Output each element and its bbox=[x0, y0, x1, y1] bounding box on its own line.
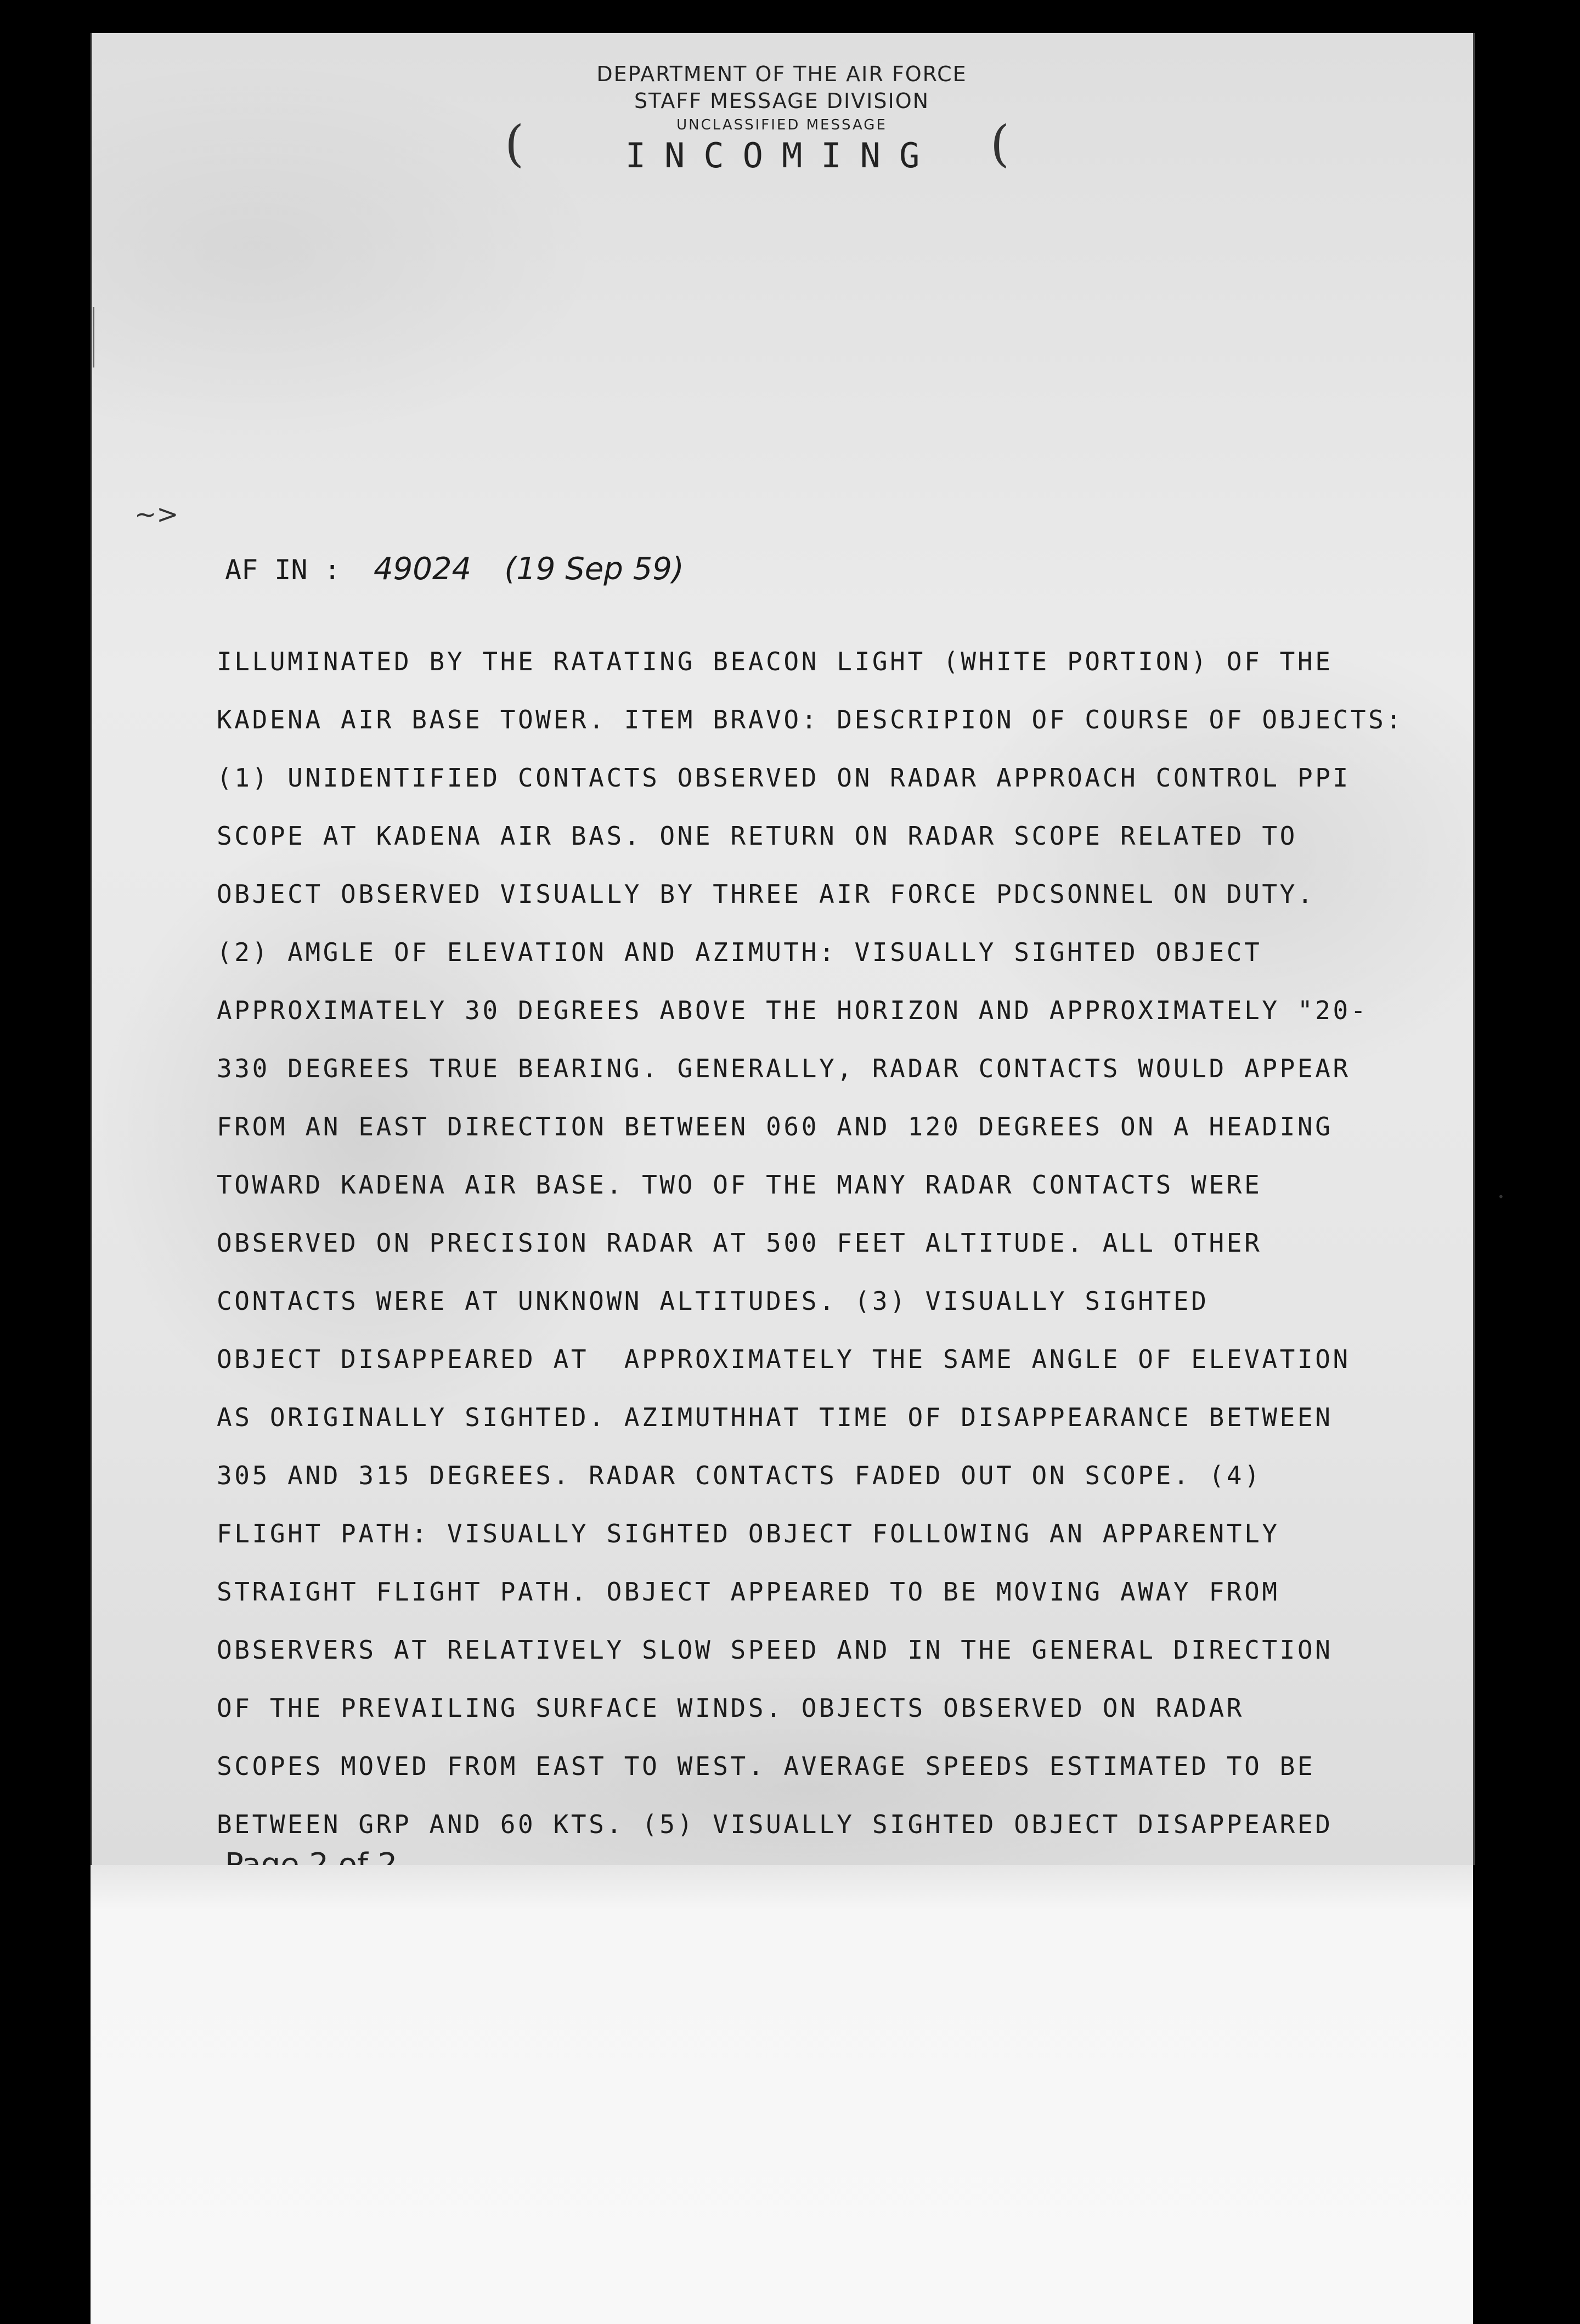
body-line: FROM AN EAST DIRECTION BETWEEN 060 AND 120 DEGREES ON A HEADING bbox=[217, 1112, 1333, 1141]
body-line: ILLUMINATED BY THE RATATING BEACON LIGHT (WHITE PORTION) OF THE bbox=[217, 647, 1333, 676]
body-line: OBSERVED ON PRECISION RADAR AT 500 FEET ALTITUDE. ALL OTHER bbox=[217, 1228, 1262, 1258]
body-line: 305 AND 315 DEGREES. RADAR CONTACTS FADED OUT ON SCOPE. (4) bbox=[217, 1461, 1262, 1490]
af-in-label: AF IN : bbox=[225, 554, 341, 586]
body-line: KADENA AIR BASE TOWER. ITEM BRAVO: DESCRIPION OF COURSE OF OBJECTS: bbox=[217, 705, 1404, 734]
body-line: OBSERVERS AT RELATIVELY SLOW SPEED AND IN THE GENERAL DIRECTION bbox=[217, 1635, 1333, 1665]
body-line: STRAIGHT FLIGHT PATH. OBJECT APPEARED TO BE MOVING AWAY FROM bbox=[217, 1577, 1280, 1607]
margin-dot: • bbox=[1498, 1190, 1504, 1203]
division-line: STAFF MESSAGE DIVISION bbox=[634, 89, 930, 113]
body-line: AS ORIGINALLY SIGHTED. AZIMUTHHAT TIME OF DISAPPEARANCE BETWEEN bbox=[217, 1403, 1333, 1432]
body-line: (2) AMGLE OF ELEVATION AND AZIMUTH: VISUALLY SIGHTED OBJECT bbox=[217, 937, 1262, 967]
page-number bbox=[225, 1846, 397, 1865]
left-margin-rule bbox=[91, 33, 92, 1865]
classification-line: UNCLASSIFIED MESSAGE bbox=[676, 117, 887, 133]
department-line: DEPARTMENT OF THE AIR FORCE bbox=[596, 62, 967, 86]
body-line: SCOPE AT KADENA AIR BAS. ONE RETURN ON RADAR SCOPE RELATED TO bbox=[217, 821, 1297, 851]
header-right-bracket: ( bbox=[990, 115, 1010, 173]
body-line: 330 DEGREES TRUE BEARING. GENERALLY, RADAR CONTACTS WOULD APPEAR bbox=[217, 1054, 1351, 1083]
message-header bbox=[91, 60, 1473, 176]
body-line: OF THE PREVAILING SURFACE WINDS. OBJECTS OBSERVED ON RADAR bbox=[217, 1693, 1245, 1723]
message-reference bbox=[225, 551, 684, 587]
body-line: APPROXIMATELY 30 DEGREES ABOVE THE HORIZON AND APPROXIMATELY "20- bbox=[217, 996, 1369, 1025]
body-line: FLIGHT PATH: VISUALLY SIGHTED OBJECT FOLLOWING AN APPARENTLY bbox=[217, 1519, 1280, 1548]
body-line: OBJECT DISAPPEARED AT APPROXIMATELY THE SAME ANGLE OF ELEVATION bbox=[217, 1344, 1351, 1374]
body-line: (1) UNIDENTIFIED CONTACTS OBSERVED ON RADAR APPROACH CONTROL PPI bbox=[217, 763, 1351, 793]
margin-arrow-mark: ~> bbox=[134, 499, 179, 530]
message-number: 49024 bbox=[373, 551, 472, 587]
body-line: TOWARD KADENA AIR BASE. TWO OF THE MANY RADAR CONTACTS WERE bbox=[217, 1170, 1262, 1200]
body-line: SCOPES MOVED FROM EAST TO WEST. AVERAGE SPEEDS ESTIMATED TO BE bbox=[217, 1751, 1316, 1781]
body-line: OBJECT OBSERVED VISUALLY BY THREE AIR FORCE PDCSONNEL ON DUTY. bbox=[217, 879, 1316, 909]
scanned-message-page bbox=[91, 33, 1504, 1865]
blank-lower-area bbox=[91, 1865, 1473, 2324]
header-left-bracket: ( bbox=[505, 115, 524, 173]
direction-line: INCOMING bbox=[625, 135, 939, 176]
scanned-sheet bbox=[91, 33, 1504, 2324]
message-date: (19 Sep 59) bbox=[504, 551, 684, 587]
body-line: BETWEEN GRP AND 60 KTS. (5) VISUALLY SIGHTED OBJECT DISAPPEARED bbox=[217, 1810, 1333, 1839]
left-edge-tick bbox=[93, 307, 94, 367]
body-line: CONTACTS WERE AT UNKNOWN ALTITUDES. (3) VISUALLY SIGHTED bbox=[217, 1286, 1209, 1316]
message-body bbox=[217, 632, 1424, 1853]
